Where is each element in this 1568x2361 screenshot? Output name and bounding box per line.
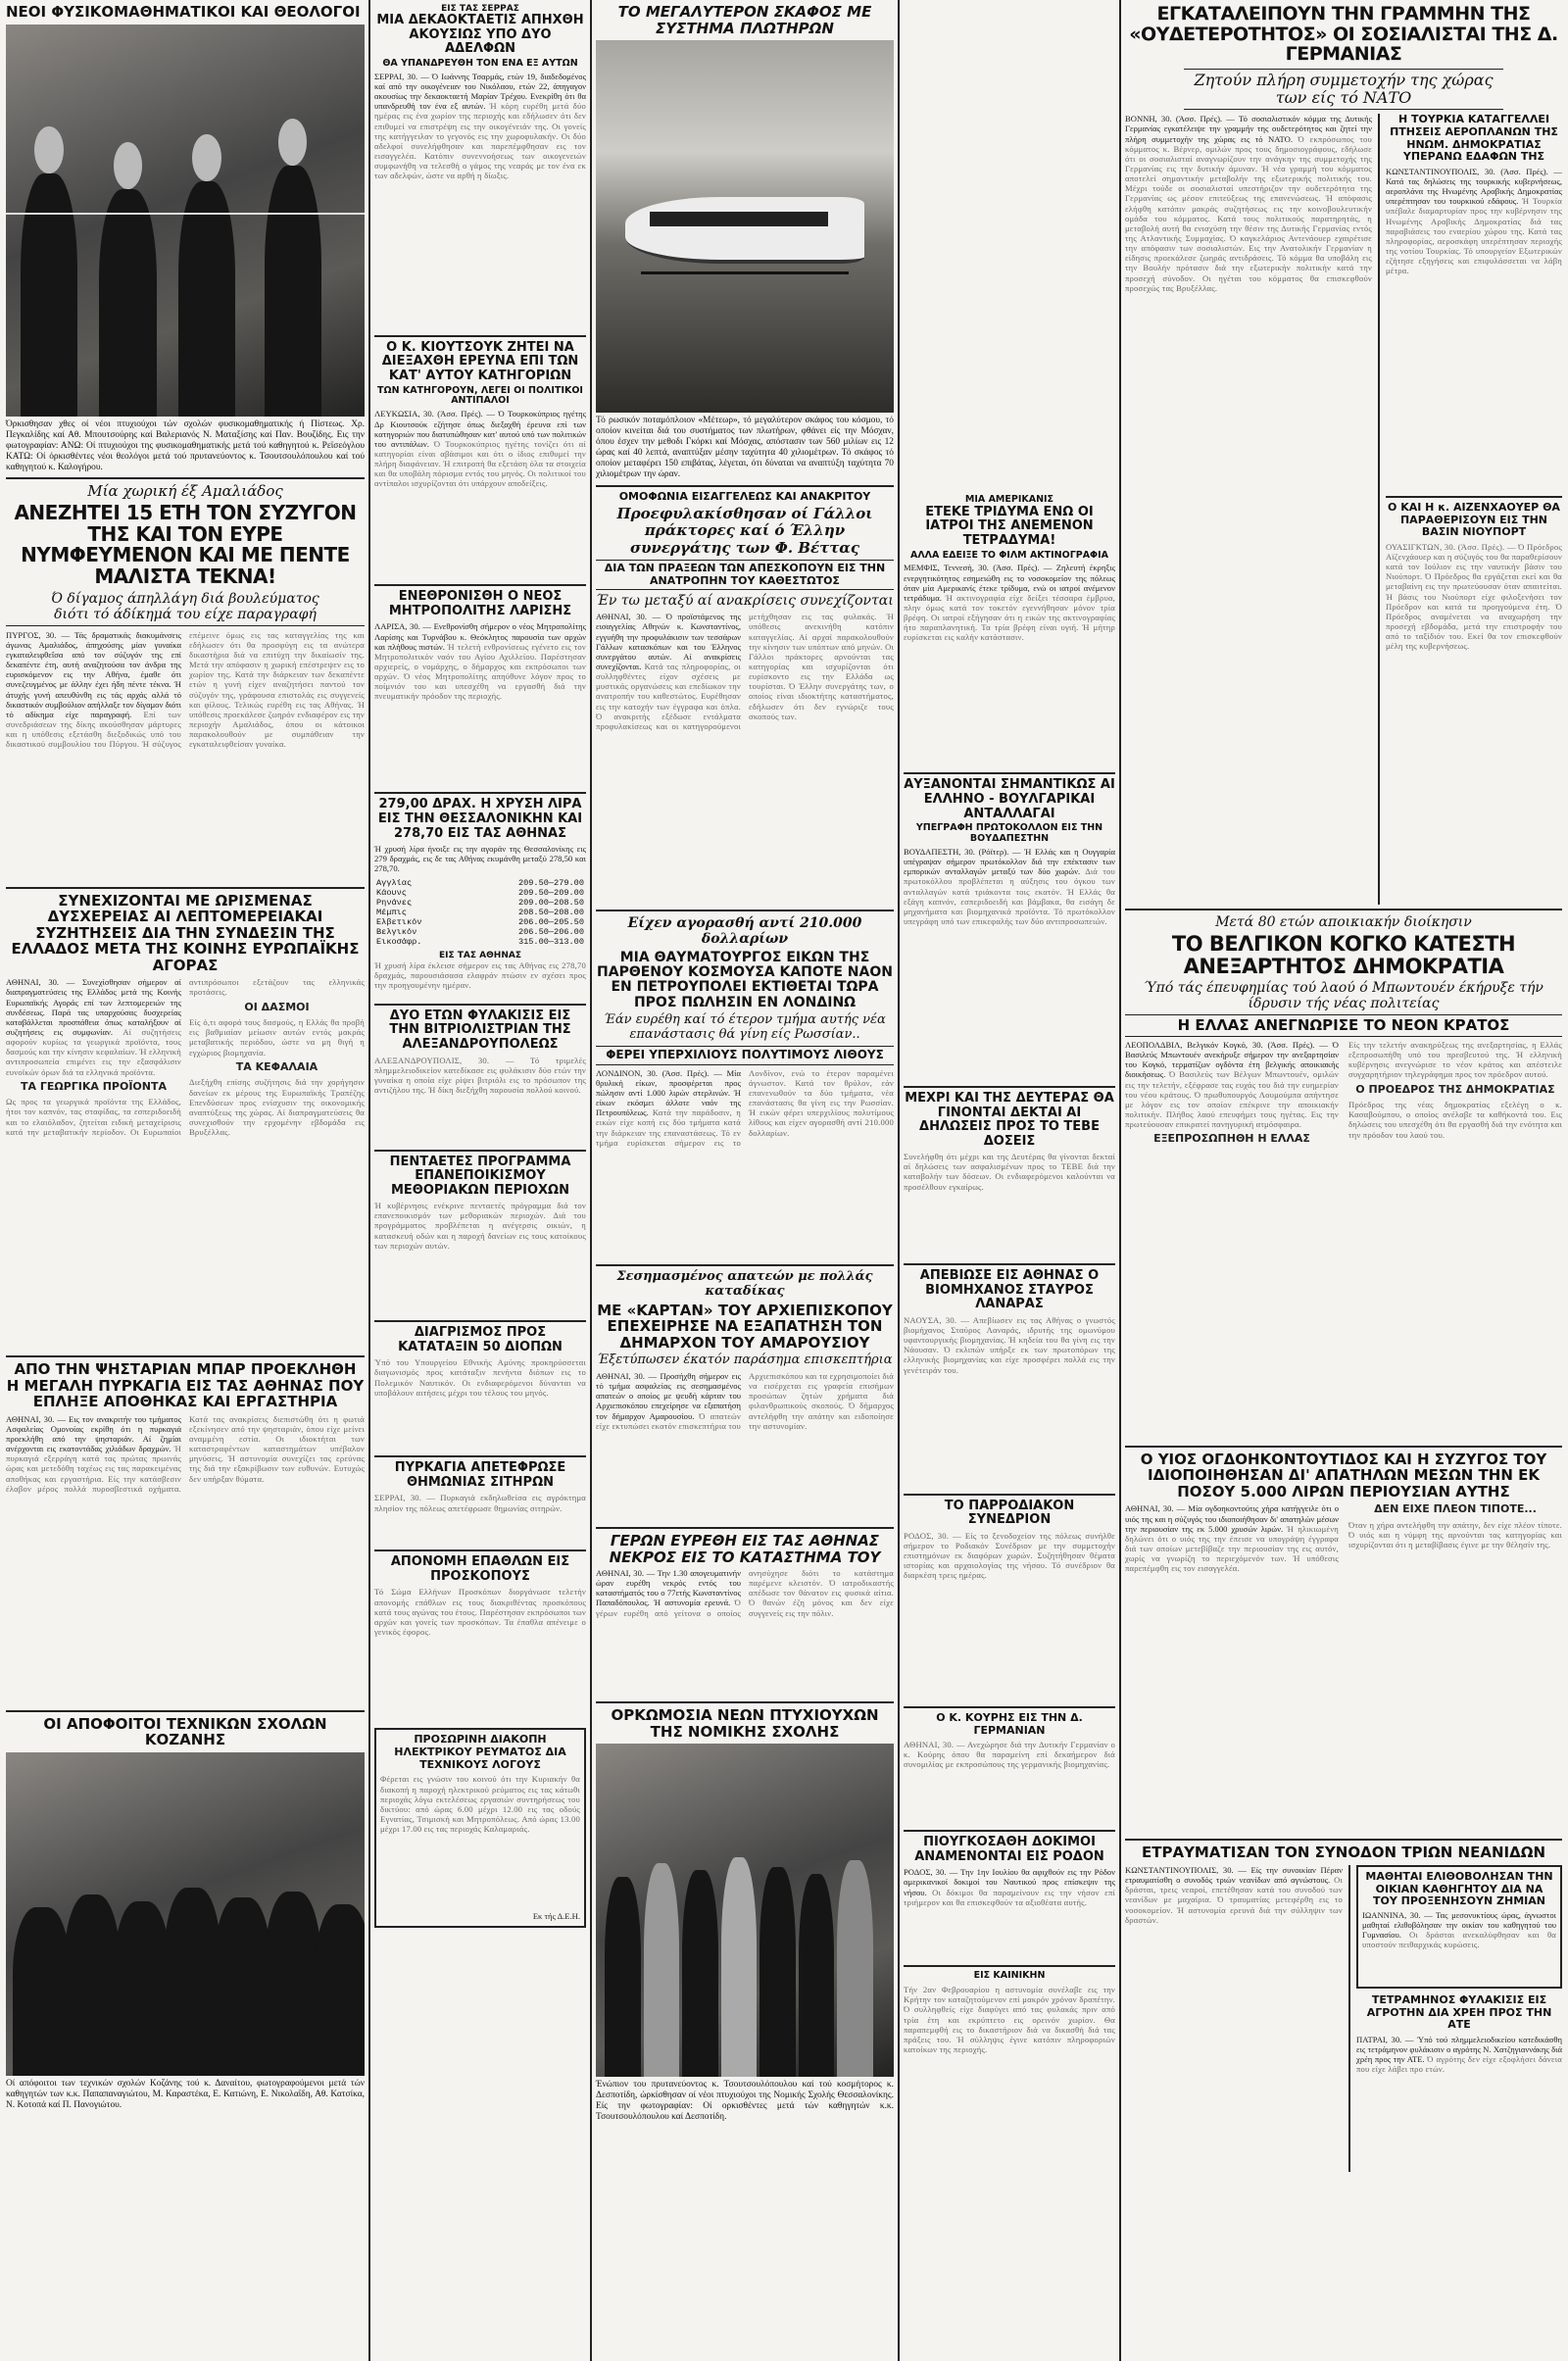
article-subhead: Έν τω μεταξύ αί ανακρίσεις συνεχίζονται xyxy=(596,593,894,610)
article-body: ΑΘΗΝΑΙ, 30. — Ανεχώρησε διά την Δυτικήν Γερμανίαν ο κ. Κούρης όπου θα παραμείνη επί δεκαήμερον διά συνομιλίας με εκπροσώπους της γερμανικής βιομηχανίας. xyxy=(904,1740,1115,1770)
article-headline: ΕΤΡΑΥΜΑΤΙΣΑΝ ΤΟΝ ΣΥΝΟΔΟΝ ΤΡΙΩΝ ΝΕΑΝΙΔΩΝ xyxy=(1141,1844,1546,1862)
article-subhead: Η ΕΛΛΑΣ ΑΝΕΓΝΩΡΙΣΕ ΤΟ ΝΕΟΝ ΚΡΑΤΟΣ xyxy=(1125,1014,1562,1037)
price-row: Ελβετικόν 206.00—205.50 xyxy=(376,916,584,927)
price-row: Ρηνάνες 209.00—208.50 xyxy=(376,897,584,908)
article-body: ΑΘΗΝΑΙ, 30. — Την 1.30 απογευματινήν ώραν ευρέθη νεκρός εντός του καταστήματός του ο 77ετής Κωνσταντίνος Παπαδόπουλος. Ή αστυνομία ερευνά. Ό γέρων ευρέθη από γείτονα ο οποίος ανησύχησε διότι το κατάστημα παρέμενε κλειστόν. Ό ιατροδικαστής απέδωσε τον θάνατον εις φυσικά αίτια. Ό θανών έζη μόνος και δεν είχε συγγενείς εις την πόλιν. xyxy=(596,1568,894,1618)
price-row: Βελγικόν 206.50—206.00 xyxy=(376,926,584,937)
article-body: ΑΘΗΝΑΙ, 30. — Μία ογδοηκοντούτις χήρα κατήγγειλε ότι ο υιός της και η σύζυγός του ιδιοποιήθησαν δι' απατηλών μέσων την περιουσίαν της εκ 5.000 χρυσών λιρών. Ή ηλικιωμένη δηλώνει ότι ο υιός της την έπεισε να υπογράψη έγγραφα διά των οποίων μετεβίβαζε την περιουσίαν της εις αυτόν, χωρίς να γνωρίζη το περιεχόμενόν των. Ή υπόθεσις παρεπέμφθη εις τον εισαγγελέα. ΔΕΝ ΕΙΧΕ ΠΛΕΟΝ ΤΙΠΟΤΕ... Όταν η χήρα αντελήφθη την απάτην, δεν είχε πλέον τίποτε. Ό υιός και η νύμφη της αρνούνται τας κατηγορίας και ισχυρίζονται ότι η μεταβίβασις έγινε με την θέλησίν της. xyxy=(1125,1503,1562,1574)
article-subhead: ΔΙΑ ΤΩΝ ΠΡΑΞΕΩΝ ΤΩΝ ΑΠΕΣΚΟΠΟΥΝ ΕΙΣ ΤΗΝ ΑΝΑΤΡΟΠΗΝ ΤΟΥ ΚΑΘΕΣΤΩΤΟΣ xyxy=(596,560,894,590)
article-body: ΛΕΥΚΩΣΙΑ, 30. (Άσσ. Πρές). — Ό Τουρκοκύπριος ηγέτης Δρ Κιουτσούκ εζήτησε όπως διεξαχθή έρευνα επί των κατηγοριών που διατυπώθησαν κατ' αυτού υπό των πολιτικών του αντιπάλων. Ό Τουρκοκύπριος ηγέτης τονίζει ότι αί κατηγορίαι είναι αβάσιμοι και ότι ο ίδιος επιθυμεί την πλήρη διαφάνειαν. Ή επιτροπή θα εξετάση όλα τα στοιχεία και θα υποβάλη πόρισμα εντός του μηνός. Οι πολιτικοί του αντίπαλοι ισχυρίζονται ότι υπάρχουν αποδείξεις. xyxy=(374,409,586,489)
article-headline: ΜΙΑ ΘΑΥΜΑΤΟΥΡΓΟΣ ΕΙΚΩΝ ΤΗΣ ΠΑΡΘΕΝΟΥ ΚΟΣΜΟΥΣΑ ΚΑΠΟΤΕ ΝΑΟΝ ΕΝ ΠΕΤΡΟΥΠΟΛΕΙ ΕΚΤΙΘΕΤΑΙ ΤΩΡΑ ΠΡΟΣ ΠΩΛΗΣΙΝ ΕΝ ΛΟΝΔΙΝΩ xyxy=(597,949,893,1010)
photo-title: ΟΙ ΑΠΟΦΟΙΤΟΙ ΤΕΧΝΙΚΩΝ ΣΧΟΛΩΝ ΚΟΖΑΝΗΣ xyxy=(43,1714,327,1749)
article-kicker: Είχεν αγορασθή αντί 210.000 δολλαρίων xyxy=(627,915,862,948)
article-subhead: Ύπό τάς έπευφημίας τού λαού ό Μπωντουέν έκήρυξε τήν ίδρυσιν τής νέας πολιτείας xyxy=(1144,980,1544,1012)
column-5 xyxy=(1125,0,1562,2361)
article-headline: ΤΕΤΡΑΜΗΝΟΣ ΦΥΛΑΚΙΣΙΣ ΕΙΣ ΑΓΡΟΤΗΝ ΔΙΑ ΧΡΕΗ ΠΡΟΣ ΤΗΝ ΑΤΕ xyxy=(1366,1992,1552,2032)
sub-heading: Ο ΠΡΟΕΔΡΟΣ ΤΗΣ ΔΗΜΟΚΡΑΤΙΑΣ xyxy=(1355,1082,1555,1096)
column-3 xyxy=(596,0,894,2361)
photo-title: ΟΡΚΩΜΟΣΙΑ ΝΕΩΝ ΠΤΥΧΙΟΥΧΩΝ ΤΗΣ ΝΟΜΙΚΗΣ ΣΧΟΛΗΣ xyxy=(611,1706,879,1741)
article-body: ΣΕΡΡΑΙ, 30. — Ό Ιωάννης Τσαρμάς, ετών 19, διαδεδομένος καί από την οικογένειαν του Νικόλαου, ετών 22, άπηγαγον ακουσίως την δεκαοκταετή Μαρίαν Τρέχου. Ενεκρίθη ότι θα υπανδρευθή τον ένα εξ αυτών. Ή κόρη ευρέθη μετά δύο ημέρας εις ένα χωρίον της περιοχής και εδήλωσεν ότι δεν επιθυμεί να επιστρέψη εις την οικογένειάν της. Οι γονείς της κατήγγειλαν το γεγονός εις την χωροφυλακήν. Οι δύο αδελφοί συνελήφθησαν και παρεπέμφθησαν εις τον εισαγγελέα. Κατόπιν συνεννοήσεως των οικογενειών συμφωνήθη να τελεσθή ο γάμος της νεαράς με τον ένα εκ των αδελφών, ώστε να αρθή η δίωξις. xyxy=(374,71,586,181)
notice-body: Φέρεται εις γνώσιν του κοινού ότι την Κυριακήν θα διακοπή η παροχή ηλεκτρικού ρεύματος εις τας κάτωθι περιοχάς λόγω εκτελέσεως εργασιών συντηρήσεως του δικτύου: από ώρας 6.00 μέχρι 12.00 εις τας οδούς Εγνατίας, Τσιμισκή και Μητροπόλεως. Από ώρας 13.00 μέχρι 17.00 εις τας περιοχάς Καλαμαριάς. xyxy=(380,1774,580,1835)
article-body: ΛΑΡΙΣΑ, 30. — Ενεθρονίσθη σήμερον ο νέος Μητροπολίτης Λαρίσης και Τυρνάβου κ. Θεόκλητος παρουσία των αρχών και πλήθους πιστών. Ή τελετή ενθρονίσεως εγένετο εις τον Μητροπολιτικόν ναόν του Αγίου Αχιλλείου. Παρέστησαν αρχιερείς, ο νομάρχης, ο δήμαρχος και εκπρόσωποι των αρχών. Ό νέος Μητροπολίτης απηύθυνε λόγον προς το ποίμνιόν του και υπεσχέθη να εργασθή διά την πνευματικήν πρόοδον της περιοχής. xyxy=(374,621,586,702)
article-body: ΛΟΝΔΙΝΟΝ, 30. (Άσσ. Πρές). — Μία θρυλική είκων, προσφέρεται προς πώλησιν αντί 1.000 λιρών στερλινών. Ή είκων εκόσμει άλλοτε ναόν της Πετρουπόλεως. Κατά την παράδοσιν, η εικών είχε κοπή εις δύο τμήματα κατά την διάρκειαν της επαναστάσεως. Τό εν τμήμα ευρίσκεται σήμερον εις το Λονδίνον, ενώ το έτερον παραμένει άγνωστον. Κατά τον θρύλον, εάν επανενωθούν τα δύο τμήματα, νέα επανάστασις θα γίνη εις την Ρωσσίαν. Ή εικών φέρει υπερχιλίους πολυτίμους λίθους και είχεν αγορασθή αντί 210.000 δολλαρίων. xyxy=(596,1067,894,1148)
article-body: Ύπό του Υπουργείου Εθνικής Αμύνης προκηρύσσεται διαγωνισμός προς κατάταξιν πενήντα διόπων εις το Πολεμικόν Ναυτικόν. Οι ενδιαφερόμενοι δύνανται να υποβάλουν αιτήσεις μέχρι του τέλους του μηνός. xyxy=(374,1357,586,1398)
sub-heading: ΤΑ ΓΕΩΡΓΙΚΑ ΠΡΟΪΟΝΤΑ xyxy=(20,1079,168,1093)
article-headline: ΠΥΡΚΑΓΙΑ ΑΠΕΤΕΦΡΩΣΕ ΘΗΜΩΝΙΑΣ ΣΙΤΗΡΩΝ xyxy=(394,1460,566,1490)
photo-title: ΝΕΟΙ ΦΥΣΙΚΟΜΑΘΗΜΑΤΙΚΟΙ ΚΑΙ ΘΕΟΛΟΓΟΙ xyxy=(6,3,361,21)
column-2 xyxy=(374,0,586,2361)
price-row: Κάουνς 209.50—209.00 xyxy=(376,887,584,898)
article-body: ΒΟΝΝΗ, 30. (Άσσ. Πρές). — Τό σοσιαλιστικόν κόμμα της Δυτικής Γερμανίας εγκατέλειψε την γραμμήν της ουδετερότητος και ζητεί την πλήρη συμμετοχήν της χώρας εις τό ΝΑΤΟ. Ό εκπρόσωπος του κόμματος κ. Βέρνερ, ομιλών προς τους δημοσιογράφους, εδήλωσε ότι οι σοσιαλισταί αναγνωρίζουν την ανάγκην της συμμετοχής της Γερμανίας εις την δυτικήν άμυναν. Ή νέα γραμμή του κόμματος αποτελεί σημαντικήν μεταβολήν της εξωτερικής πολιτικής του. Μέχρι τούδε οι σοσιαλισταί υπεστήριζον την ουδετερότητα της Γερμανίας ως μέσον επιτεύξεως της επανενώσεως. Ή απόφασις ελήφθη κατόπιν μακράς συζητήσεως εις την κοινοβουλευτικήν ομάδα του κόμματος. Κατά τους πολιτικούς παρατηρητάς, η μεταβολή αυτή θα ενισχύση την θέσιν της Δυτικής Γερμανίας εντός της Ατλαντικής Συμμαχίας. Ό καγκελάριος Αντενάουερ εχαιρέτισε την απόφασιν των σοσιαλιστών. Εις την Ανατολικήν Γερμανίαν η είδησις προεκάλεσε ζωηράς αντιδράσεις. Τό κόμμα θα υποβάλη εις την Βουλήν πρότασιν διά την εξωτερικήν πολιτικήν κατά την προσεχή σύνοδον. Οι ηγέται του κόμματος θα επισκεφθούν προσεχώς τας Βρυξέλλας. xyxy=(1125,114,1372,293)
article-body: Τό Σώμα Ελλήνων Προσκόπων διοργάνωσε τελετήν απονομής επάθλων εις τους διακριθέντας προσκόπους κατά τους αγώνας του έτους. Παρέστησαν εκπρόσωποι των αρχών και γονείς των προσκόπων. Τα έπαθλα απένειμε ο γενικός έφορος. xyxy=(374,1587,586,1638)
article-subhead: Έάν ευρέθη καί τό έτερον τμήμα αυτής νέα επανάστασις θά γίνη είς Ρωσσίαν.. xyxy=(604,1012,886,1043)
article-body: ΡΟΔΟΣ, 30. — Είς το ξενοδοχείον της πόλεως συνήλθε σήμερον το Ροδιακόν Συνέδριον με την συμμετοχήν επιστημόνων εκ διαφόρων χωρών. Συζητήθησαν θέματα ιστορίας και αρχαιολογίας της νήσου. Τό συνέδριον θα διαρκέση τρεις ημέρας. xyxy=(904,1530,1115,1581)
article-kicker: ΟΜΟΦΩΝΙΑ ΕΙΣΑΓΓΕΛΕΩΣ ΚΑΙ ΑΝΑΚΡΙΤΟΥ xyxy=(618,489,871,503)
article-body: Συνελήφθη ότι μέχρι και της Δευτέρας θα γίνονται δεκταί αί δηλώσεις των ασφαλισμένων προς το ΤΕΒΕ διά την καταβολήν των δόσεων. Οι ενδιαφερόμενοι καλούνται να προσέλθουν εγκαίρως. xyxy=(904,1152,1115,1192)
article-headline: ΑΥΞΑΝΟΝΤΑΙ ΣΗΜΑΝΤΙΚΩΣ ΑΙ ΕΛΛΗΝΟ - ΒΟΥΛΓΑΡΙΚΑΙ ΑΝΤΑΛΛΑΓΑΙ xyxy=(904,777,1115,821)
article-headline: ΓΕΡΩΝ ΕΥΡΕΘΗ ΕΙΣ ΤΑΣ ΑΘΗΝΑΣ ΝΕΚΡΟΣ ΕΙΣ ΤΟ ΚΑΤΑΣΤΗΜΑ ΤΟΥ xyxy=(609,1532,881,1566)
article-body: ΑΘΗΝΑΙ, 30. — Προσήχθη σήμερον εις τό τμήμα ασφαλείας εις σεσημασμένος απατεών ο οποίος με ψευδή κάρταν του Αρχιεπισκόπου επεχείρησε να εξαπατήση τον δήμαρχον Αμαρουσίου. Ό απατεών είχε εκτυπώσει εκατόν επισκεπτήρια του Αρχιεπισκόπου και τα εχρησιμοποίει διά να εισέρχεται εις γραφεία επισήμων προσώπων ζητών χρήματα διά φιλανθρωπικούς σκοπούς. Ό δήμαρχος αντελήφθη την απάτην και ειδοποίησε την αστυνομίαν. xyxy=(596,1371,894,1431)
article-subhead: ΦΕΡΕΙ ΥΠΕΡΧΙΛΙΟΥΣ ΠΟΛΥΤΙΜΟΥΣ ΛΙΘΟΥΣ xyxy=(596,1046,894,1065)
article-headline: ΑΝΕΖΗΤΕΙ 15 ΕΤΗ ΤΟΝ ΣΥΖΥΓΟΝ ΤΗΣ ΚΑΙ ΤΟΝ ΕΥΡΕ ΝΥΜΦΕΥΜΕΝΟΝ ΚΑΙ ΜΕ ΠΕΝΤΕ ΜΑΛΙΣΤΑ ΤΕΚΝΑ! xyxy=(14,501,357,588)
article-headline: Ο ΚΑΙ Η κ. ΑΙΖΕΝΧΑΟΥΕΡ ΘΑ ΠΑΡΑΘΕΡΙΣΟΥΝ ΕΙΣ ΤΗΝ ΒΑΣΙΝ ΝΙΟΥΠΟΡΤ xyxy=(1388,500,1560,539)
article-headline: ΑΠΟΝΟΜΗ ΕΠΑΘΛΩΝ ΕΙΣ ΠΡΟΣΚΟΠΟΥΣ xyxy=(390,1554,570,1584)
article-subhead: Ζητούν πλήρη συμμετοχήν της χώρας των είς τό ΝΑΤΟ xyxy=(1184,69,1503,111)
article-body: ΑΛΕΞΑΝΔΡΟΥΠΟΛΙΣ, 30. — Τό τριμελές πλημμελειοδικείον κατεδίκασε εις φυλάκισιν δύο ετών την γυναίκα η οποία είχε ρίψει βιτριόλι εις το πρόσωπον της αντιζήλου της. Ή δίκη διεξήχθη παρουσία πολλού κοινού. xyxy=(374,1055,586,1095)
article-kicker: Σεσημασμένος απατεών με πολλάς καταδίκας xyxy=(616,1268,873,1299)
sub-heading: ΟΙ ΔΑΣΜΟΙ xyxy=(244,1000,310,1013)
sub-heading: ΕΞΕΠΡΟΣΩΠΗΘΗ Η ΕΛΛΑΣ xyxy=(1153,1132,1310,1146)
article-body: ΠΥΡΓΟΣ, 30. — Τάς δραματικάς διακυμάνσεις άγωνας Αμαλιάδος, άπηχούσης μίαν γυναίκα εγκαταλειφθεΐσα από τον σύζυγόν της επί δεκαπέντε έτη, αυτή αναζητούσα τον άνδρα της ευρισκόμενον εις την Αθήνα, έμαθε ότι συνεζευγμένος με άλλην έχει ήδη πέντε τέκνα. Ή άτυχής γυνή απευθύνθη εις τάς αρχάς αλλά τό δικαστικόν συμβούλιον απήλλαξε τον δίγαμον διότι τό αδίκημα είχε παραγραφή. Επί των συνεδριάσεων της δίκης ακούσθησαν μάρτυρες και η υπόθεσις εξετάσθη διεξοδικώς υπό του δικαστικού συμβουλίου του Πύργου. Ή σύζυγος επέμεινε όμως εις τας καταγγελίας της και εδήλωσεν ότι θα προσφύγη εις τα ανώτερα δικαστήρια διά να επιτύχη την δικαίωσίν της. Μετά την απόφασιν η χωρική επέστρεψεν εις το χωρίον της. Κατά την διάρκειαν των δεκαπέντε ετών η γυνή είχεν αναζητήσει παντού τον σύζυγόν της, γράφουσα επιστολάς εις συγγενείς και φίλους. Τελικώς ευρέθη εις τας Αθήνας. Ή υπόθεσις προεκάλεσε ζωηρόν ενδιαφέρον εις την περιοχήν Αμαλιάδος, όπου οι κάτοικοι παρακολουθούν με συμπάθειαν την εγκαταλειφθείσαν γυναίκα. xyxy=(6,629,365,750)
article-headline: ΔΥΟ ΕΤΩΝ ΦΥΛΑΚΙΣΙΣ ΕΙΣ ΤΗΝ ΒΙΤΡΙΟΛΙΣΤΡΙΑΝ ΤΗΣ ΑΛΕΞΑΝΔΡΟΥΠΟΛΕΩΣ xyxy=(389,1008,571,1052)
article-subhead: ΑΛΛΑ ΕΔΕΙΞΕ ΤΟ ΦΙΛΜ ΑΚΤΙΝΟΓΡΑΦΙΑ xyxy=(909,549,1109,561)
article-headline: Η ΤΟΥΡΚΙΑ ΚΑΤΑΓΓΕΛΛΕΙ ΠΤΗΣΕΙΣ ΑΕΡΟΠΛΑΝΩΝ ΤΗΣ ΗΝΩΜ. ΔΗΜΟΚΡΑΤΙΑΣ ΥΠΕΡΑΝΩ ΕΔΑΦΩΝ ΤΗΣ xyxy=(1390,113,1558,164)
article-headline: ΔΙΑΓΡΙΣΜΟΣ ΠΡΟΣ ΚΑΤΑΤΑΞΙΝ 50 ΔΙΟΠΩΝ xyxy=(398,1325,563,1354)
article-headline: ΣΥΝΕΧΙΖΟΝΤΑΙ ΜΕ ΩΡΙΣΜΕΝΑΣ ΔΥΣΧΕΡΕΙΑΣ ΑΙ ΛΕΠΤΟΜΕΡΕΙΑΚΑΙ ΣΥΖΗΤΗΣΕΙΣ ΔΙΑ ΤΗΝ ΣΥΝΔΕΣΙΝ ΤΗΣ ΕΛΛΑΔΟΣ ΜΕΤΑ ΤΗΣ ΚΟΙΝΗΣ ΕΥΡΩΠΑΪΚΗΣ ΑΓΟΡΑΣ xyxy=(11,891,360,974)
article-headline: ΕΤΕΚΕ ΤΡΙΔΥΜΑ ΕΝΩ ΟΙ ΙΑΤΡΟΙ ΤΗΣ ΑΝΕΜΕΝΟΝ ΤΕΤΡΑΔΥΜΑ! xyxy=(925,504,1094,549)
article-body: Ή χρυσή λίρα ήνοιξε εις την αγοράν της Θεσσαλονίκης εις 279 δραχμάς, εις δε τας Αθήνας εκυμάνθη μεταξύ 278,50 και 278,70. xyxy=(374,844,586,874)
column-rule xyxy=(1119,0,1121,2361)
article-headline: ΑΠΟ ΤΗΝ ΨΗΣΤΑΡΙΑΝ ΜΠΑΡ ΠΡΟΕΚΛΗΘΗ Η ΜΕΓΑΛΗ ΠΥΡΚΑΓΙΑ ΕΙΣ ΤΑΣ ΑΘΗΝΑΣ ΠΟΥ ΕΠΛΗΞΕ ΑΠΟΘΗΚΑΣ ΚΑΙ ΕΡΓΑΣΤΗΡΙΑ xyxy=(6,1360,365,1411)
sub-heading: ΤΑ ΚΕΦΑΛΑΙΑ xyxy=(235,1059,318,1073)
article-body: ΠΑΤΡΑΙ, 30. — Ύπό τού πλημμελειοδικείου κατεδικάσθη εις τετράμηνον φυλάκισιν ο αγρότης Ν. Χατζηγιαννάκης διά χρέη προς την ΑΤΕ. Ό αγρότης δεν είχε εξοφλήσει δάνεια που είχε λάβει προ ετών. xyxy=(1356,2034,1562,2075)
article-kicker: ΜΙΑ ΑΜΕΡΙΚΑΝΙΣ xyxy=(964,494,1054,505)
photo-title: ΤΟ ΜΕΓΑΛΥΤΕΡΟΝ ΣΚΑΦΟΣ ΜΕ ΣΥΣΤΗΜΑ ΠΛΩΤΗΡΩΝ xyxy=(617,3,872,37)
article-subhead: Έξετύπωσεν έκατόν παράσημα επισκεπτήρια xyxy=(597,1353,893,1368)
article-headline: Ο Κ. ΚΟΥΡΗΣ ΕΙΣ ΤΗΝ Δ. ΓΕΡΜΑΝΙΑΝ xyxy=(936,1710,1083,1737)
article-body: ΣΕΡΡΑΙ, 30. — Πυρκαγιά εκδηλωθείσα εις αγρόκτημα πλησίον της πόλεως απετέφρωσε θημωνίας σιτηρών. xyxy=(374,1493,586,1513)
notice-headline: ΠΡΟΣΩΡΙΝΗ ΔΙΑΚΟΠΗ ΗΛΕΚΤΡΙΚΟΥ ΡΕΥΜΑΤΟΣ ΔΙΑ ΤΕΧΝΙΚΟΥΣ ΛΟΓΟΥΣ xyxy=(394,1733,566,1771)
article-body: ΙΩΑΝΝΙΝΑ, 30. — Τας μεσονυκτίους ώρας, άγνωστοι μαθηταί ελιθοβόλησαν την οικίαν του καθηγητού του Γυμνασίου. Οι δράσται ανεκαλύφθησαν και θα υποστούν πειθαρχικάς κυρώσεις. xyxy=(1362,1909,1556,1950)
kozani-graduates-photo xyxy=(6,1752,365,2076)
article-body: ΑΘΗΝΑΙ, 30. — Εις τον ανακριτήν του τμήματος Ασφαλείας Ομονοίας εκρίθη ότι η πυρκαγιά προεκλήθη από την ψησταριάν. Αί ζημίαι ανέρχονται εις εκατοντάδας χιλιάδων δραχμών. Ή πυρκαγιά εξερράγη κατά τας πρώτας πρωινάς ώρας και μετεδόθη ταχέως εις τας παρακειμένας αποθήκας και εργαστήρια. Είς την κατάσβεσιν έλαβον μέρος πολλά πυροσβεστικά οχήματα. Κατά τας ανακρίσεις διεπιστώθη ότι η φωτιά εξεκίνησεν από την ψησταριάν, όπου είχε μείνει αναμμένη εστία. Οι ιδιοκτήται των καταστραφέντων καταστημάτων υπέβαλον μηνύσεις. Ή αστυνομία συνεχίζει τας ερεύνας της διά την εξακρίβωσιν των ευθυνών. Ευτυχώς δεν υπήρξαν θύματα. xyxy=(6,1413,365,1494)
article-headline: ΜΕΧΡΙ ΚΑΙ ΤΗΣ ΔΕΥΤΕΡΑΣ ΘΑ ΓΙΝΟΝΤΑΙ ΔΕΚΤΑΙ ΑΙ ΔΗΛΩΣΕΙΣ ΠΡΟΣ ΤΟ ΤΕΒΕ ΔΟΣΕΙΣ xyxy=(905,1090,1114,1149)
column-4 xyxy=(904,0,1115,2361)
article-subhead: ΘΑ ΥΠΑΝΔΡΕΥΘΗ ΤΟΝ ΕΝΑ ΕΞ ΑΥΤΩΝ xyxy=(382,57,578,69)
price-row: Εικοσάφρ. 315.00—313.00 xyxy=(376,936,584,947)
article-body: ΟΥΑΣΙΓΚΤΩΝ, 30. (Άσσ. Πρές). — Ό Πρόεδρος Αϊζενχάουερ και η σύζυγός του θα παραθερίσουν κατά τον Ιούλιον εις την ναυτικήν βάσιν του Νιούπορτ. Ό Πρόεδρος θα εργάζεται εκεί και θα μεταβαίνη εις την πρωτεύουσαν όταν απαιτείται. Ή βάσις του Νιούπορτ είχε φιλοξενήσει τον Πρόεδρον και κατά τα προηγούμενα έτη. Ό Πρόεδρος αναμένεται να αναχωρήση την προσεχή εβδομάδα, μετά την επιστροφήν του από το ταξίδιόν του. Εκεί θα τον επισκεφθούν μέλη της κυβερνήσεως. xyxy=(1386,541,1562,652)
article-headline: ΕΝΕΘΡΟΝΙΣΘΗ Ο ΝΕΟΣ ΜΗΤΡΟΠΟΛΙΤΗΣ ΛΑΡΙΣΗΣ xyxy=(388,589,572,618)
column-rule xyxy=(590,0,592,2361)
column-rule xyxy=(898,0,900,2361)
article-body: ΒΟΥΔΑΠΕΣΤΗ, 30. (Ρόϊτερ). — Ή Ελλάς και η Ουγγαρία υπέγραψαν σήμερον πρωτόκολλον διά την επέκτασιν των εμπορικών ανταλλαγών μεταξύ των δύο χωρών. Διά του πρωτοκόλλου προβλέπεται η αύξησις του όγκου των ανταλλαγών κατά τριάκοντα τοις εκατόν. Ή Ελλάς θα εξάγη καπνόν, εσπεριδοειδή και βάμβακα, θα εισάγη δε μηχανήματα και βιομηχανικά προϊόντα. Τό πρωτόκολλον υπεγράφη υπό των επικεφαλής των δύο αντιπροσωπειών. xyxy=(904,846,1115,926)
article-headline: ΠΕΝΤΑΕΤΕΣ ΠΡΟΓΡΑΜΜΑ ΕΠΑΝΕΠΟΙΚΙΣΜΟΥ ΜΕΘΟΡΙΑΚΩΝ ΠΕΡΙΟΧΩΝ xyxy=(389,1154,571,1198)
sub-heading: ΔΕΝ ΕΙΧΕ ΠΛΕΟΝ ΤΙΠΟΤΕ... xyxy=(1374,1503,1537,1516)
article-body: ΚΩΝΣΤΑΝΤΙΝΟΥΠΟΛΙΣ, 30. (Άσσ. Πρές). — Κατά τας δηλώσεις της τουρκικής κυβερνήσεως, αεροπλάνα της Ηνωμένης Αραβικής Δημοκρατίας υπερέπτησαν του τουρκικού εδάφους. Ή Τουρκία υπέβαλε διαμαρτυρίαν προς την κυβέρνησιν της Ηνωμένης Αραβικής Δημοκρατίας διά τας παραβιάσεις του εναερίου χώρου της. Κατά τας πληροφορίας, αεροσκάφη υπερέπτησαν περιοχής της νοτίου Τουρκίας. Τό υπουργείον Εξωτερικών εζήτησε εξηγήσεις και επιφυλάσσεται να λάβη μέτρα. xyxy=(1386,166,1562,276)
law-graduates-photo xyxy=(596,1744,894,2077)
article-body: ΜΕΜΦΙΣ, Τεννεσή, 30. (Άσσ. Πρές). — Ζηλευτή έκρηξις ενεργητικότητος εσημειώθη εις το νοσοκομείον της πόλεως όταν μία Αμερικανίς έτεκε τρίδυμα, ενώ οι ιατροί ανέμενον τετράδυμα. Ή ακτινογραφία είχε δείξει τέσσαρα έμβρυα, πλην όμως κατά τον τοκετόν εγεννήθησαν μόνον τρία βρέφη. Οι ιατροί εξήγησαν ότι η εικών της ακτινογραφίας ήτο παραπλανητική. Τα τρία βρέφη είναι υγιή. Ή μήτηρ ευρίσκεται εις καλήν κατάστασιν. xyxy=(904,563,1115,643)
article-body: ΑΘΗΝΑΙ, 30. — Συνεχίσθησαν σήμερον αί διαπραγματεύσεις της Ελλάδος μετά της Κοινής Ευρωπαϊκής Αγοράς επί των λεπτομερειών της συνδέσεως. Παρά τας υπαρχούσας δυσχερείας καταβάλλεται προσπάθεια όπως καταλήξουν αί συζητήσεις εις συμφωνίαν. Αί συζητήσεις αφορούν κυρίως τα γεωργικά προϊόντα, τους δασμούς και την κίνησιν κεφαλαίων. Ή ελληνική αντιπροσωπεία επιμένει εις την εξασφάλισιν ευνοϊκών όρων διά τα ελληνικά προϊόντα. ΤΑ ΓΕΩΡΓΙΚΑ ΠΡΟΪΟΝΤΑ Ως προς τα γεωργικά προϊόντα της Ελλάδος, ήτοι τον καπνόν, τας σταφίδας, τα εσπεριδοειδή και το ελαιόλαδον, ζητείται ειδική μεταχείρισις κατά την μεταβατικήν περίοδον. Οι Ευρωπαίοι αντιπρόσωποι εξετάζουν τας ελληνικάς προτάσεις. ΟΙ ΔΑΣΜΟΙ Είς ό,τι αφορά τους δασμούς, η Ελλάς θα προβή εις βαθμιαίαν μείωσιν αυτών εντός μακράς μεταβατικής περιόδου, ώστε να μη θιγή η εγχώριος βιομηχανία. ΤΑ ΚΕΦΑΛΑΙΑ Διεξήχθη επίσης συζήτησις διά την χορήγησιν δανείων εκ μέρους της Ευρωπαϊκής Τραπέζης Επενδύσεων προς ενίσχυσιν της οικονομικής αναπτύξεως της χώρας. Αί διαπραγματεύσεις θα συνεχισθούν την ερχομένην εβδομάδα εις Βρυξέλλας. xyxy=(6,977,365,1138)
hydrofoil-photo xyxy=(596,40,894,413)
notice-box xyxy=(374,1728,586,1927)
article-kicker: Μετά 80 ετών αποικιακήν διοίκησιν xyxy=(1215,913,1472,930)
article-subhead: ΥΠΕΓΡΑΦΗ ΠΡΩΤΟΚΟΛΛΟΝ ΕΙΣ ΤΗΝ ΒΟΥΔΑΠΕΣΤΗΝ xyxy=(915,822,1103,845)
article-subhead: διότι τό άδίκημά του είχε παραγραφή xyxy=(6,607,365,626)
article-kicker: ΕΙΣ ΤΑΣ ΑΘΗΝΑΣ xyxy=(439,950,521,960)
article-body: ΛΕΟΠΟΛΔΒΙΛ, Βελγικόν Κογκό, 30. (Άσσ. Πρές). — Ό Βασιλεύς Μπωντουέν ανεκήρυξε σήμερον την ανεξαρτησίαν του Κογκό, τερματίζων ογδόντα έτη βελγικής αποικιακής διοικήσεως. Ό Βασιλεύς των Βέλγων Μπωντουέν, ομιλών εις την τελετήν, εξέφρασε τας ευχάς του διά την ευημερίαν του νέου κράτους. Ό πρωθυπουργός Λουμούμπα απήντησε με λόγον εις τον οποίον επέκρινε την αποικιακήν πολιτικήν. Πλήθος λαού επευφήμει τους ηγέτας. Εις την πρωτεύουσαν επικρατεί πανηγυρική ατμόσφαιρα. ΕΞΕΠΡΟΣΩΠΗΘΗ Η ΕΛΛΑΣ Είς την τελετήν ανακηρύξεως της ανεξαρτησίας, η Ελλάς εξεπροσωπήθη υπό του πρεσβευτού της. Ή ελληνική κυβέρνησις ανεγνώρισε το νέον κράτος και απέστειλε συγχαρητήριον τηλεγράφημα προς τον πρόεδρον αυτού. Ο ΠΡΟΕΔΡΟΣ ΤΗΣ ΔΗΜΟΚΡΑΤΙΑΣ Πρόεδρος της νέας δημοκρατίας εξελέγη ο κ. Κασαβούμπου, ο οποίος ανέλαβε τα καθήκοντά του. Εις δηλώσεις του υπεσχέθη ότι θα εργασθή διά την ενότητα και την πρόοδον του λαού του. xyxy=(1125,1039,1562,1146)
article-body: ΝΑΟΥΣΑ, 30. — Απεβίωσεν εις τας Αθήνας ο γνωστός βιομήχανος Σταύρος Λαναράς, ιδρυτής της ομωνύμου υφαντουργικής βιομηχανίας. Ή κηδεία του θα γίνη εις την Νάουσαν. Ό εκλιπών υπήρξε εκ των πρωτοπόρων της ελληνικής βιομηχανίας και είχε προσφέρει πολλά εις την γενέτειράν του. xyxy=(904,1314,1115,1375)
photo-caption: Οί απόφοιτοι των τεχνικών σχολών Κοζάνης τού κ. Δαναίτου, φωτογραφούμενοι μετά τών καθηγητών των κ.κ. Παπαπαναγιώτου, Μ. Καραστέκα, Ε. Κατιώνη, Ε. Νικολαΐδη, Αθ. Κατσίκα, Ν. Κοτοπά καί Π. Πανογιώτου. xyxy=(6,2078,365,2110)
article-kicker: ΕΙΣ ΚΑΙΝΙΚΗΝ xyxy=(973,1970,1046,1982)
notice-credit: Εκ τής Δ.Ε.Η. xyxy=(532,1911,580,1922)
article-headline: ΕΓΚΑΤΑΛΕΙΠΟΥΝ ΤΗΝ ΓΡΑΜΜΗΝ ΤΗΣ «ΟΥΔΕΤΕΡΟΤΗΤΟΣ» ΟΙ ΣΟΣΙΑΛΙΣΤΑΙ ΤΗΣ Δ. ΓΕΡΜΑΝΙΑΣ xyxy=(1129,3,1558,66)
article-headline: ΜΙΑ ΔΕΚΑΟΚΤΑΕΤΙΣ ΑΠΗΧΘΗ ΑΚΟΥΣΙΩΣ ΥΠΟ ΔΥΟ ΑΔΕΛΦΩΝ xyxy=(376,13,584,57)
article-body: Ή κυβέρνησις ενέκρινε πενταετές πρόγραμμα διά τον επανεποικισμόν των μεθοριακών περιοχών. Διά του προγράμματος προβλέπεται η ανέγερσις οικιών, η κατασκευή οδών και η παροχή δανείων εις τους κατοίκους των περιοχών αυτών. xyxy=(374,1201,586,1251)
article-body: Τήν 2αν Φεβρουαρίου η αστυνομία συνέλαβε εις την Κρήτην τον καταζητούμενον επί μακρόν χρόνον δραπέτην. Ό συλληφθείς είχε διαφύγει από τας φυλακάς πριν από τρία έτη και εκρύπτετο εις ορεινόν χωρίον. Θα παραπεμφθή εις το δικαστήριον διά να δικασθή διά τας πράξεις του. Ή σύλληψις έγινε κατόπιν πληροφοριών κατοίκων της περιοχής. xyxy=(904,1985,1115,2055)
article-headline: Ο Κ. ΚΙΟΥΤΣΟΥΚ ΖΗΤΕΙ ΝΑ ΔΙΕΞΑΧΘΗ ΕΡΕΥΝΑ ΕΠΙ ΤΩΝ ΚΑΤ' ΑΥΤΟΥ ΚΑΤΗΓΟΡΙΩΝ xyxy=(381,339,579,383)
article-body: ΚΩΝΣΤΑΝΤΙΝΟΥΠΟΛΙΣ, 30. — Είς την συνοικίαν Πέραν ετραυματίσθη ο συνοδός τριών νεανίδων από αγνώστους. Οι δράσται, τρεις νεαροί, επετέθησαν κατά του συνοδού των νεανίδων με μαχαίρια. Ό τραυματίας μετεφέρθη εις το νοσοκομείον. Ή αστυνομία ερευνά διά την σύλληψιν των δραστών. xyxy=(1125,1864,1343,1925)
price-row: Μέμπις 208.50—208.00 xyxy=(376,907,584,917)
article-headline: ΜΑΘΗΤΑΙ ΕΛΙΘΟΒΟΛΗΣΑΝ ΤΗΝ ΟΙΚΙΑΝ ΚΑΘΗΓΗΤΟΥ ΔΙΑ ΝΑ ΤΟΥ ΠΡΟΞΕΝΗΣΟΥΝ ΖΗΜΙΑΝ xyxy=(1365,1869,1553,1908)
article-body: ΑΘΗΝΑΙ, 30. — Ό προϊστάμενος της εισαγγελίας Αθηνών κ. Κωνσταντίνος, εγγυήθη την προφυλάκισιν των τεσσάρων Γάλλων κατασκόπων και του Έλληνος συνεργάτου αυτών. Αί ανακρίσεις συνεχίζονται. Κατά τας πληροφορίας, οι συλληφθέντες είχον σχέσεις με μυστικάς οργανώσεις και επεδίωκον την ανατροπήν του καθεστώτος. Ευρέθησαν εις την κατοχήν των έγγραφα και όπλα. Ό ανακριτής εξέδωσε εντάλματα προφυλακίσεως και οι κατηγορούμενοι μετήχθησαν εις τας φυλακάς. Ή υπόθεσις ανεκινήθη κατόπιν καταγγελίας. Αί αρχαί παρακολουθούν την κίνησιν των υπόπτων από μηνών. Οι Γάλλοι πράκτορες αρνούνται τας κατηγορίας και ισχυρίζονται ότι ευρίσκοντο εις την Ελλάδα ως τουρίσται. Ό Έλλην συνεργάτης των, ο οποίος είναι ιδιοκτήτης καταστήματος, εδήλωσεν ότι δεν εγνώριζε τους σκοπούς των. xyxy=(596,612,894,731)
column-1 xyxy=(6,0,365,2361)
graduates-photo xyxy=(6,25,365,417)
article-body: ΡΟΔΟΣ, 30. — Την 1ην Ιουλίου θα αφιχθούν εις την Ρόδον αμερικανικοί δοκιμοί του Ναυτικού προς επίσκεψιν της νήσου. Οι δόκιμοι θα παραμείνουν εις την νήσον επί τριήμερον και θα επισκεφθούν τα αξιοθέατα αυτής. xyxy=(904,1867,1115,1907)
boxed-article xyxy=(1356,1865,1562,1989)
article-kicker: ΕΙΣ ΤΑΣ ΣΕΡΡΑΣ xyxy=(441,4,519,14)
article-body: Ή χρυσή λίρα έκλεισε σήμερον εις τας Αθήνας εις 278,70 δραχμάς, παρουσιάσασα ελαφράν πτώσιν εν σχέσει προς την προηγουμένην ημέραν. xyxy=(374,959,586,991)
photo-caption: Όρκισθησαν χθες οί νέοι πτυχιούχοι τών σχολών φυσικομαθηματικής ή Πίστεως. Χρ. Πεγκαλίδης καί Αθ. Μπουτσούρης καί Βαλεριανός Ν. Ματαξίσης καί Παν. Βουζίδης. Εις την φωτογραφίαν: ΑΝΩ: Οί πτυχιούχοι της φυσικομαθηματικής μετά τού καθηγητού κ. Ρεϊσεόγλου ΚΑΤΩ: Οί όρκισθέντες νέοι θεολόγοι μετά τού πρυτανεύοντος κ. Τσουτσουλόπουλου καί τού καθηγητού κ. Καλογήρου. xyxy=(6,418,365,472)
column-rule xyxy=(368,0,370,2361)
article-headline: ΠΙΟΥΓΚΟΣΑΘΗ ΔΟΚΙΜΟΙ ΑΝΑΜΕΝΟΝΤΑΙ ΕΙΣ ΡΟΔΟΝ xyxy=(914,1835,1104,1864)
article-headline: ΜΕ «ΚΑΡΤΑΝ» ΤΟΥ ΑΡΧΙΕΠΙΣΚΟΠΟΥ ΕΠΕΧΕΙΡΗΣΕ ΝΑ ΕΞΑΠΑΤΗΣΗ ΤΟΝ ΔΗΜΑΡΧΟΝ ΤΟΥ ΑΜΑΡΟΥΣΙΟΥ xyxy=(597,1301,893,1352)
article-subhead: ΤΩΝ ΚΑΤΗΓΟΡΟΥΝ, ΛΕΓΕΙ ΟΙ ΠΟΛΙΤΙΚΟΙ ΑΝΤΙΠΑΛΟΙ xyxy=(377,384,583,407)
article-headline: Προεφυλακίσθησαν οί Γάλλοι πράκτορες καί ό Έλλην συνεργάτης των Φ. Βέττας xyxy=(616,505,873,557)
article-headline: 279,00 ΔΡΑΧ. Η ΧΡΥΣΗ ΛΙΡΑ ΕΙΣ ΤΗΝ ΘΕΣΣΑΛΟΝΙΚΗΝ ΚΑΙ 278,70 ΕΙΣ ΤΑΣ ΑΘΗΝΑΣ xyxy=(377,797,583,841)
photo-caption: Τό ρωσικόν ποταμόπλοιον «Μέτεωρ», τό μεγαλύτερον σκάφος του κόσμου, τό οποίον κινείται διά του συστήματος των πλωτήρων, φθάνει είς την Μόσχαν, όπου έσχεν την μεθοδι Γκόρκι καί Μόσχας, απόστασιν των 560 μιλίων εις 12 ώρας καί 40 λεπτά, αναπτύξαν μέσην ταχύτητα 40 χιλιομέτρων. Τό σκάφος τό οποίον μεταφέρει 150 επιβάτας, λέγεται, ότι δύναται να αναπτύξη ταχύτητα 70 χιλιομέτρων την ώραν. xyxy=(596,416,894,480)
article-subhead: Ό δίγαμος άπηλλάγη διά βουλεύματος xyxy=(51,590,319,607)
photo-caption: Ένώπιον του πρυτανεύοντος κ. Τσουτσουλόπουλου καί τού κοσμήτορος κ. Δεσποτίδη, ώρκίσθησαν οί νέοι πτυχιούχοι της Νομικής Σχολής Θεσσαλονίκης. Είς την φωτογραφίαν: Οί ορκισθέντες μετά τών καθηγητών κ.κ. Τσουτσουλόπουλου καί Δεσποτίδη. xyxy=(596,2080,894,2123)
article-headline: ΑΠΕΒΙΩΣΕ ΕΙΣ ΑΘΗΝΑΣ Ο ΒΙΟΜΗΧΑΝΟΣ ΣΤΑΥΡΟΣ ΛΑΝΑΡΑΣ xyxy=(919,1268,1100,1312)
article-headline: ΤΟ ΠΑΡΡΟΔΙΑΚΟΝ ΣΥΝΕΔΡΙΟΝ xyxy=(944,1498,1075,1528)
price-row: Αγγλίας 209.50—279.00 xyxy=(376,877,584,888)
article-headline: ΤΟ ΒΕΛΓΙΚΟΝ ΚΟΓΚΟ ΚΑΤΕΣΤΗ ΑΝΕΞΑΡΤΗΤΟΣ ΔΗΜΟΚΡΑΤΙΑ xyxy=(1171,931,1516,978)
article-headline: Ο ΥΙΟΣ ΟΓΔΟΗΚΟΝΤΟΥΤΙΔΟΣ ΚΑΙ Η ΣΥΖΥΓΟΣ ΤΟΥ ΙΔΙΟΠΟΙΗΘΗΣΑΝ ΔΙ' ΑΠΑΤΗΛΩΝ ΜΕΣΩΝ ΤΗΝ ΕΚ ΠΟΣΟΥ 5.000 ΛΙΡΩΝ ΠΕΡΙΟΥΣΙΑΝ ΑΥΤΗΣ xyxy=(1140,1450,1547,1500)
article-kicker: Μία χωρική έξ Αμαλιάδος xyxy=(87,481,283,500)
price-table xyxy=(374,878,586,947)
